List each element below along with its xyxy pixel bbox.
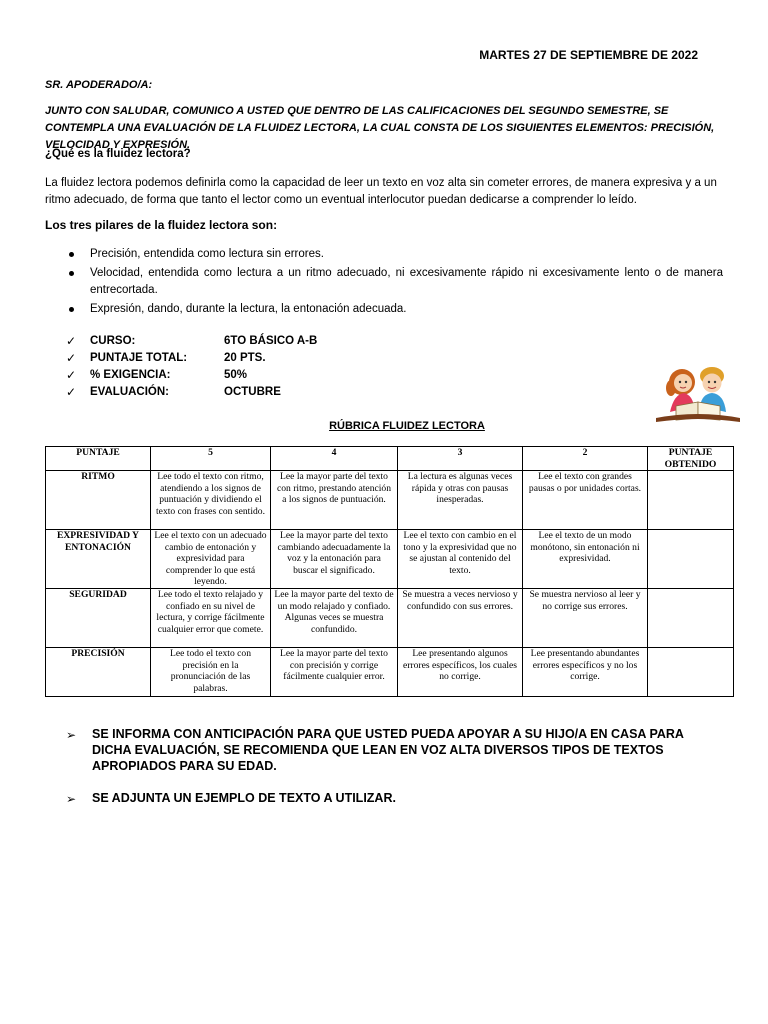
bullet-icon <box>69 252 74 257</box>
info-label: CURSO: <box>90 334 136 347</box>
info-value: 50% <box>224 368 248 381</box>
notes-section <box>66 726 716 822</box>
definition-paragraph: La fluidez lectora podemos definirla como la capacidad de leer un texto en voz alta sin cometer errores, de manera expresiva y a un ritmo adecuado, de forma que tanto el lector como un eventual interlocutor puedan dedicarse a comprender lo leído. <box>45 177 717 206</box>
checkmark-icon: ✓ <box>66 384 77 399</box>
table-cell: Lee la mayor parte del texto con precisión y corrige fácilmente cualquier error. <box>271 648 398 697</box>
rubric-title: RÚBRICA FLUIDEZ LECTORA <box>329 420 485 432</box>
intro-paragraph: JUNTO CON SALUDAR, COMUNICO A USTED QUE DENTRO DE LAS CALIFICACIONES DEL SEGUNDO SEMESTRE, SE CONTEMPLA UNA EVALUACIÓN DE LA FLUIDEZ LECTORA, LA CUAL CONSTA DE LOS SIGUIENTES ELEMENTOS: PRECISIÓN, VELOCIDAD Y EXPRESIÓN. <box>45 105 715 151</box>
rubric-table <box>45 446 734 697</box>
table-cell: Lee la mayor parte del texto de un modo relajado y confiado. Algunas veces se muestra confundido. <box>271 589 398 648</box>
table-cell: Lee presentando abundantes errores específicos y no los corrige. <box>523 648 648 697</box>
note-item <box>66 790 716 806</box>
checkmark-icon: ✓ <box>66 350 77 365</box>
table-cell: Lee todo el texto con ritmo, atendiendo a los signos de puntuación y dividiendo el texto con frases con sentido. <box>151 471 271 530</box>
info-label: PUNTAJE TOTAL: <box>90 351 188 364</box>
info-value: 6TO BÁSICO A-B <box>224 334 318 347</box>
pillars-heading: Los tres pilares de la fluidez lectora son: <box>45 218 278 232</box>
greeting: SR. APODERADO/A: <box>45 79 153 91</box>
info-row-requirement <box>66 366 317 383</box>
score-cell <box>648 471 734 530</box>
info-label: EVALUACIÓN: <box>90 385 170 398</box>
table-cell: Lee el texto con cambio en el tono y la expresividad que no se ajustan al contenido del texto. <box>398 530 523 589</box>
document-date: MARTES 27 DE SEPTIEMBRE DE 2022 <box>479 48 698 62</box>
table-cell: Se muestra nervioso al leer y no corrige sus errores. <box>523 589 648 648</box>
info-row-course <box>66 332 317 349</box>
note-text: SE INFORMA CON ANTICIPACIÓN PARA QUE USTED PUEDA APOYAR A SU HIJO/A EN CASA PARA DICHA EVALUACIÓN, SE RECOMIENDA QUE LEAN EN VOZ ALTA DIVERSOS TIPOS DE TEXTOS APROPIADOS PARA SU EDAD. <box>92 727 684 773</box>
column-header: PUNTAJE OBTENIDO <box>648 447 734 471</box>
score-cell <box>648 530 734 589</box>
pillar-text: Expresión, dando, durante la lectura, la entonación adecuada. <box>90 303 407 315</box>
table-cell: La lectura es algunas veces rápida y otras con pausas inesperadas. <box>398 471 523 530</box>
checkmark-icon: ✓ <box>66 333 77 348</box>
list-item <box>45 265 723 299</box>
table-row <box>46 530 734 589</box>
pillar-text: Velocidad, entendida como lectura a un ritmo adecuado, ni excesivamente rápido ni excesivamente lento o de manera entrecortada. <box>90 267 723 296</box>
info-value: OCTUBRE <box>224 385 281 398</box>
score-cell <box>648 648 734 697</box>
table-cell: Lee el texto con un adecuado cambio de entonación y expresividad para comprender lo que está leyendo. <box>151 530 271 589</box>
criterion-cell: EXPRESIVIDAD Y ENTONACIÓN <box>46 530 151 589</box>
note-item <box>66 726 716 774</box>
info-row-total-score <box>66 349 317 366</box>
note-text: SE ADJUNTA UN EJEMPLO DE TEXTO A UTILIZAR. <box>92 791 396 805</box>
list-item <box>45 301 723 318</box>
table-row <box>46 648 734 697</box>
checkmark-icon: ✓ <box>66 367 77 382</box>
table-header-row <box>46 447 734 471</box>
table-cell: Lee presentando algunos errores específicos, los cuales no corrige. <box>398 648 523 697</box>
bullet-icon <box>69 271 74 276</box>
table-cell: Lee el texto con grandes pausas o por unidades cortas. <box>523 471 648 530</box>
table-cell: Lee la mayor parte del texto con ritmo, prestando atención a los signos de puntuación. <box>271 471 398 530</box>
info-label: % EXIGENCIA: <box>90 368 171 381</box>
criterion-cell: RITMO <box>46 471 151 530</box>
criterion-cell: PRECISIÓN <box>46 648 151 697</box>
column-header: 4 <box>271 447 398 471</box>
pillars-list <box>45 246 723 320</box>
column-header: PUNTAJE <box>46 447 151 471</box>
children-reading-icon <box>652 362 744 426</box>
evaluation-info <box>66 332 317 400</box>
table-cell: Lee el texto de un modo monótono, sin entonación ni expresividad. <box>523 530 648 589</box>
question-heading: ¿Qué es la fluidez lectora? <box>45 148 191 160</box>
table-row <box>46 589 734 648</box>
table-cell: Lee la mayor parte del texto cambiando adecuadamente la voz y la entonación para buscar el significado. <box>271 530 398 589</box>
pillar-text: Precisión, entendida como lectura sin errores. <box>90 248 324 260</box>
table-cell: Lee todo el texto relajado y confiado en su nivel de lectura, y corrige fácilmente cualquier error que comete. <box>151 589 271 648</box>
arrow-bullet-icon: ➢ <box>66 792 77 806</box>
list-item <box>45 246 723 263</box>
info-row-evaluation <box>66 383 317 400</box>
column-header: 2 <box>523 447 648 471</box>
table-cell: Lee todo el texto con precisión en la pronunciación de las palabras. <box>151 648 271 697</box>
table-cell: Se muestra a veces nervioso y confundido con sus errores. <box>398 589 523 648</box>
column-header: 3 <box>398 447 523 471</box>
info-value: 20 PTS. <box>224 351 266 364</box>
table-row <box>46 471 734 530</box>
arrow-bullet-icon: ➢ <box>66 728 77 742</box>
criterion-cell: SEGURIDAD <box>46 589 151 648</box>
score-cell <box>648 589 734 648</box>
column-header: 5 <box>151 447 271 471</box>
bullet-icon <box>69 307 74 312</box>
